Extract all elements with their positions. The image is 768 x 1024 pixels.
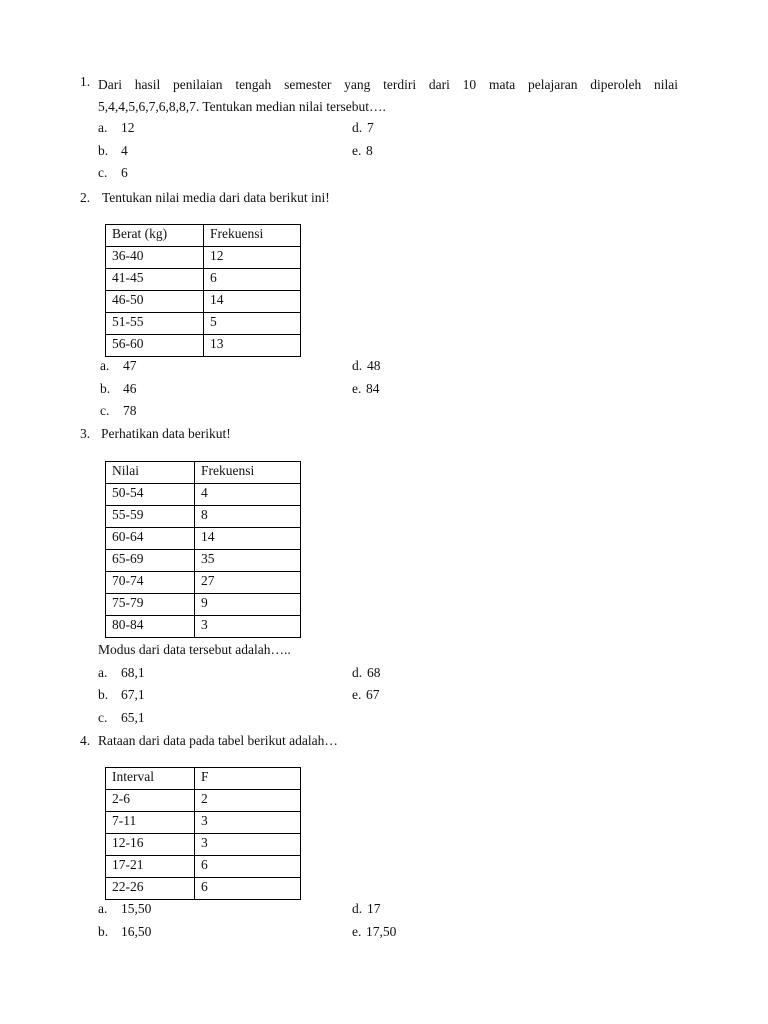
- table-cell: 80-84: [106, 616, 195, 638]
- table-cell: 27: [195, 572, 301, 594]
- table-cell: 8: [195, 506, 301, 528]
- table-row: [106, 335, 301, 357]
- q1-option-b: 4: [121, 143, 128, 158]
- table-header-cell: Frekuensi: [195, 462, 301, 484]
- q3-option-c-letter: c.: [98, 710, 108, 725]
- q1-option-c: 6: [121, 165, 128, 180]
- table-cell: 7-11: [106, 812, 195, 834]
- table-cell: 6: [195, 878, 301, 900]
- q4-option-d: 17: [367, 901, 381, 916]
- table-cell: 46-50: [106, 291, 204, 313]
- table-cell: 12: [204, 247, 301, 269]
- table-header-row: [106, 225, 301, 247]
- table-header-row: [106, 768, 301, 790]
- q2-option-d: 48: [367, 358, 381, 373]
- table-cell: 3: [195, 812, 301, 834]
- table-cell: 55-59: [106, 506, 195, 528]
- q2-option-e: 84: [366, 381, 380, 396]
- q2-option-a-letter: a.: [100, 358, 110, 373]
- q1-option-e-letter: e.: [352, 143, 362, 158]
- q3-option-d: 68: [367, 665, 381, 680]
- q2-option-a: 47: [123, 358, 137, 373]
- table-cell: 75-79: [106, 594, 195, 616]
- table-cell: 22-26: [106, 878, 195, 900]
- q1-number: 1.: [80, 74, 91, 89]
- q4-table: [105, 767, 301, 900]
- table-cell: 9: [195, 594, 301, 616]
- table-row: [106, 550, 301, 572]
- table-row: [106, 878, 301, 900]
- q2-table: [105, 224, 301, 357]
- q1-option-a-letter: a.: [98, 120, 108, 135]
- table-header-cell: F: [195, 768, 301, 790]
- q3-option-b: 67,1: [121, 687, 145, 702]
- table-row: [106, 506, 301, 528]
- q3-question: Modus dari data tersebut adalah…..: [98, 642, 291, 657]
- q2-option-c: 78: [123, 403, 137, 418]
- q4-option-a-letter: a.: [98, 901, 108, 916]
- table-row: [106, 269, 301, 291]
- table-cell: 2: [195, 790, 301, 812]
- table-row: [106, 291, 301, 313]
- table-header-cell: Nilai: [106, 462, 195, 484]
- q4-text: Rataan dari data pada tabel berikut adalah…: [98, 733, 338, 748]
- q4-option-b-letter: b.: [98, 924, 109, 939]
- q2-option-b-letter: b.: [100, 381, 111, 396]
- table-cell: 12-16: [106, 834, 195, 856]
- table-cell: 51-55: [106, 313, 204, 335]
- q3-option-a: 68,1: [121, 665, 145, 680]
- table-cell: 50-54: [106, 484, 195, 506]
- table-cell: 5: [204, 313, 301, 335]
- table-row: [106, 594, 301, 616]
- table-row: [106, 484, 301, 506]
- table-row: [106, 247, 301, 269]
- table-row: [106, 528, 301, 550]
- q1-option-e: 8: [366, 143, 373, 158]
- table-cell: 6: [195, 856, 301, 878]
- table-cell: 65-69: [106, 550, 195, 572]
- q3-number: 3.: [80, 426, 91, 441]
- table-row: [106, 856, 301, 878]
- q3-option-a-letter: a.: [98, 665, 108, 680]
- q3-option-e: 67: [366, 687, 380, 702]
- table-cell: 41-45: [106, 269, 204, 291]
- q3-option-c: 65,1: [121, 710, 145, 725]
- table-row: [106, 834, 301, 856]
- table-cell: 6: [204, 269, 301, 291]
- table-cell: 60-64: [106, 528, 195, 550]
- q1-line2: 5,4,4,5,6,7,6,8,8,7. Tentukan median nilai tersebut….: [98, 99, 386, 114]
- q3-option-b-letter: b.: [98, 687, 109, 702]
- q4-option-b: 16,50: [121, 924, 152, 939]
- q2-option-b: 46: [123, 381, 137, 396]
- q3-text: Perhatikan data berikut!: [101, 426, 231, 441]
- q1-option-b-letter: b.: [98, 143, 109, 158]
- table-row: [106, 812, 301, 834]
- table-cell: 17-21: [106, 856, 195, 878]
- table-row: [106, 616, 301, 638]
- q4-option-d-letter: d.: [352, 901, 363, 916]
- table-row: [106, 572, 301, 594]
- table-cell: 70-74: [106, 572, 195, 594]
- q2-option-d-letter: d.: [352, 358, 363, 373]
- table-header-row: [106, 462, 301, 484]
- q1-line1: Dari hasil penilaian tengah semester yang terdiri dari 10 mata pelajaran diperoleh nilai: [98, 77, 678, 92]
- table-cell: 36-40: [106, 247, 204, 269]
- table-cell: 3: [195, 616, 301, 638]
- table-cell: 56-60: [106, 335, 204, 357]
- table-header-cell: Frekuensi: [204, 225, 301, 247]
- q2-text: Tentukan nilai media dari data berikut ini!: [102, 190, 330, 205]
- q1-option-c-letter: c.: [98, 165, 108, 180]
- q3-table: [105, 461, 301, 638]
- table-cell: 4: [195, 484, 301, 506]
- q4-option-e-letter: e.: [352, 924, 362, 939]
- q4-option-e: 17,50: [366, 924, 397, 939]
- q1-option-d-letter: d.: [352, 120, 363, 135]
- q2-number: 2.: [80, 190, 91, 205]
- q3-option-e-letter: e.: [352, 687, 362, 702]
- table-cell: 3: [195, 834, 301, 856]
- q1-option-d: 7: [367, 120, 374, 135]
- q4-option-a: 15,50: [121, 901, 152, 916]
- table-row: [106, 790, 301, 812]
- table-cell: 14: [195, 528, 301, 550]
- q2-option-c-letter: c.: [100, 403, 110, 418]
- q1-option-a: 12: [121, 120, 135, 135]
- q1-text: [98, 74, 678, 118]
- q4-number: 4.: [80, 733, 91, 748]
- table-header-cell: Berat (kg): [106, 225, 204, 247]
- table-cell: 13: [204, 335, 301, 357]
- q3-option-d-letter: d.: [352, 665, 363, 680]
- table-row: [106, 313, 301, 335]
- q2-option-e-letter: e.: [352, 381, 362, 396]
- table-header-cell: Interval: [106, 768, 195, 790]
- table-cell: 2-6: [106, 790, 195, 812]
- table-cell: 35: [195, 550, 301, 572]
- table-cell: 14: [204, 291, 301, 313]
